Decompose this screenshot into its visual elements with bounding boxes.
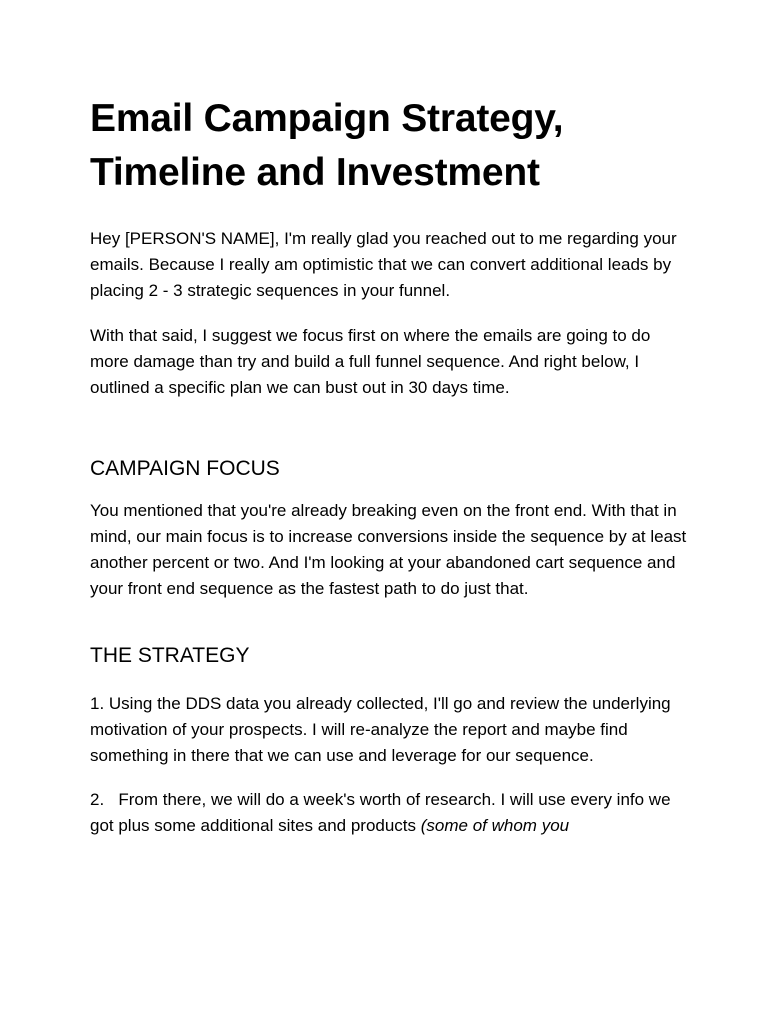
title-line-2: Timeline and Investment [90, 151, 540, 194]
intro-paragraph-2: With that said, I suggest we focus first on where the emails are going to do more damage than try and build a full funnel sequence. And right below, I outlined a specific plan we can bust out in 30 days time. [90, 326, 651, 397]
document-title [90, 92, 690, 200]
strategy-step-2-text: From there, we will do a week's worth of research. I will use every info we got plus some additional sites and products [90, 790, 671, 835]
campaign-focus-heading: CAMPAIGN FOCUS [90, 457, 280, 480]
campaign-focus-paragraph: You mentioned that you're already breaking even on the front end. With that in mind, our main focus is to increase conversions inside the sequence by at least another percent or two. And I'm looking at your abandoned cart sequence and your front end sequence as the fastest path to do just that. [90, 501, 687, 598]
strategy-step-2-italic: (some of whom you [420, 816, 570, 835]
intro-paragraph-1: Hey [PERSON'S NAME], I'm really glad you reached out to me regarding your emails. Because I really am optimistic that we can convert additional leads by placing 2 - 3 strategic sequences in your funnel. [90, 229, 677, 300]
document-page [90, 92, 690, 839]
strategy-step-1: 1. Using the DDS data you already collected, I'll go and review the underlying motivation of your prospects. I will re-analyze the report and maybe find something in there that we can use and leverage for our sequence. [90, 694, 671, 765]
strategy-step-2 [90, 787, 690, 839]
strategy-step-2-number: 2. [90, 790, 105, 809]
strategy-heading: THE STRATEGY [90, 644, 250, 667]
title-line-1: Email Campaign Strategy, [90, 97, 564, 140]
